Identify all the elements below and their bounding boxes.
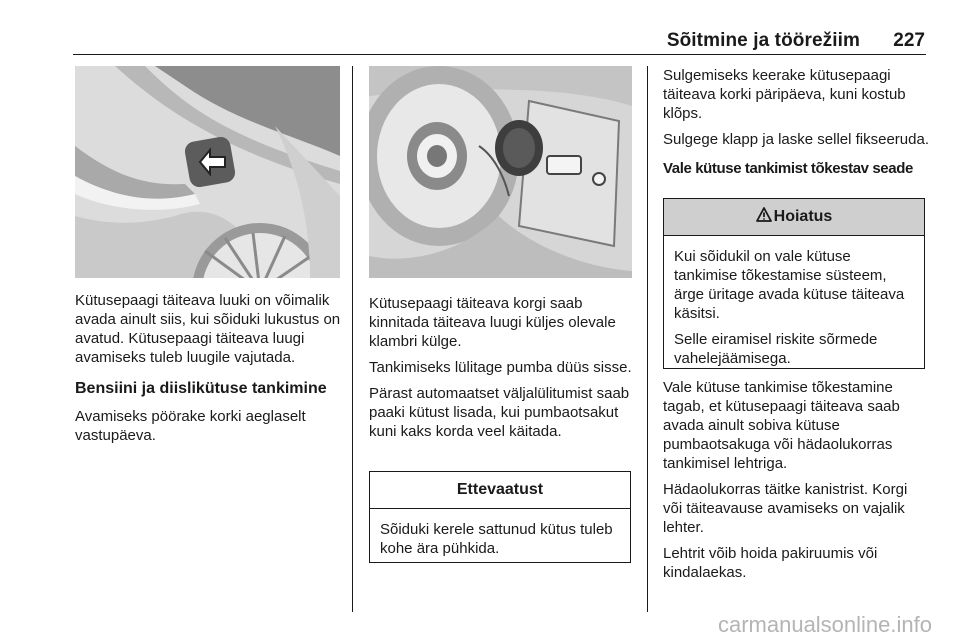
col2-paragraph-2: Tankimiseks lülitage pumba düüs sisse. [369,359,632,376]
col3-paragraph-3: Vale kütuse tankimise tõkestamine tagab, et kütusepaagi täiteava saab avada ainult sobiva kütuse pumbaotsakuga või hädaolukorras tankimisel lehtriga. [663,379,900,472]
col2-paragraph-3: Pärast automaatset väljalülitumist saab paaki kütust lisada, kui pumbaotsakut kuni kaks korda veel käitada. [369,385,630,440]
column-divider-1 [352,66,353,612]
col1-paragraph-1: Kütusepaagi täiteava luuki on võimalik avada ainult siis, kui sõiduki lukustus on avatud. Kütusepaagi täiteava luugi avamiseks tuleb luugile vajutada. [75,292,341,366]
warning-box [663,198,925,369]
page-title: Sõitmine ja töörežiim [666,30,860,51]
page-number: 227 [893,30,925,51]
col3-paragraph-1: Sulgemiseks keerake kütusepaagi täiteava korki päripäeva, kuni kostub klõps. [663,67,906,122]
car-fuel-flap-drawing [75,66,340,278]
column-1 [75,291,347,452]
warning-paragraph-1: Kui sõidukil on vale kütuse tankimise tõkestamise süsteem, ärge üritage avada kütuse täiteava käsitsi. [674,248,905,322]
column-3-lower [663,378,929,589]
column-3 [663,66,929,187]
warning-body [664,236,924,383]
warning-header [664,199,924,236]
col3-paragraph-5: Lehtrit võib hoida pakiruumis või kindalaekas. [663,545,878,581]
column-2 [369,294,635,448]
col2-paragraph-1: Kütusepaagi täiteava korgi saab kinnitada täiteava luugi küljes olevale klambri külge. [369,295,616,350]
header-divider [73,54,926,55]
column-divider-2 [647,66,648,612]
col3-heading-misfuel: Vale kütuse tankimist tõkestav seade [663,160,913,177]
fuel-filler-cap-drawing [369,66,632,278]
caution-text: Sõiduki kerele sattunud kütus tuleb kohe ära pühkida. [380,521,613,557]
warning-title: Hoiatus [773,208,833,225]
warning-triangle-icon [756,200,772,215]
col3-paragraph-4: Hädaolukorras täitke kanistrist. Korgi või täiteavause avamiseks on vajalik lehter. [663,481,908,536]
col3-paragraph-2: Sulgege klapp ja laske sellel fikseeruda. [663,131,929,148]
col1-heading-refuel: Bensiini ja diislikütuse tankimine [75,380,327,397]
fuel-filler-cap-illustration [369,66,632,278]
warning-paragraph-2: Selle eiramisel riskite sõrmede vahelejäämisega. [674,331,878,367]
caution-box [369,471,631,563]
col1-paragraph-2: Avamiseks pöörake korki aeglaselt vastupäeva. [75,408,306,444]
caution-title: Ettevaatust [370,472,630,509]
car-fuel-flap-illustration [75,66,340,278]
warning-triangle-svg [756,207,772,222]
watermark: carmanualsonline.info [717,612,932,637]
